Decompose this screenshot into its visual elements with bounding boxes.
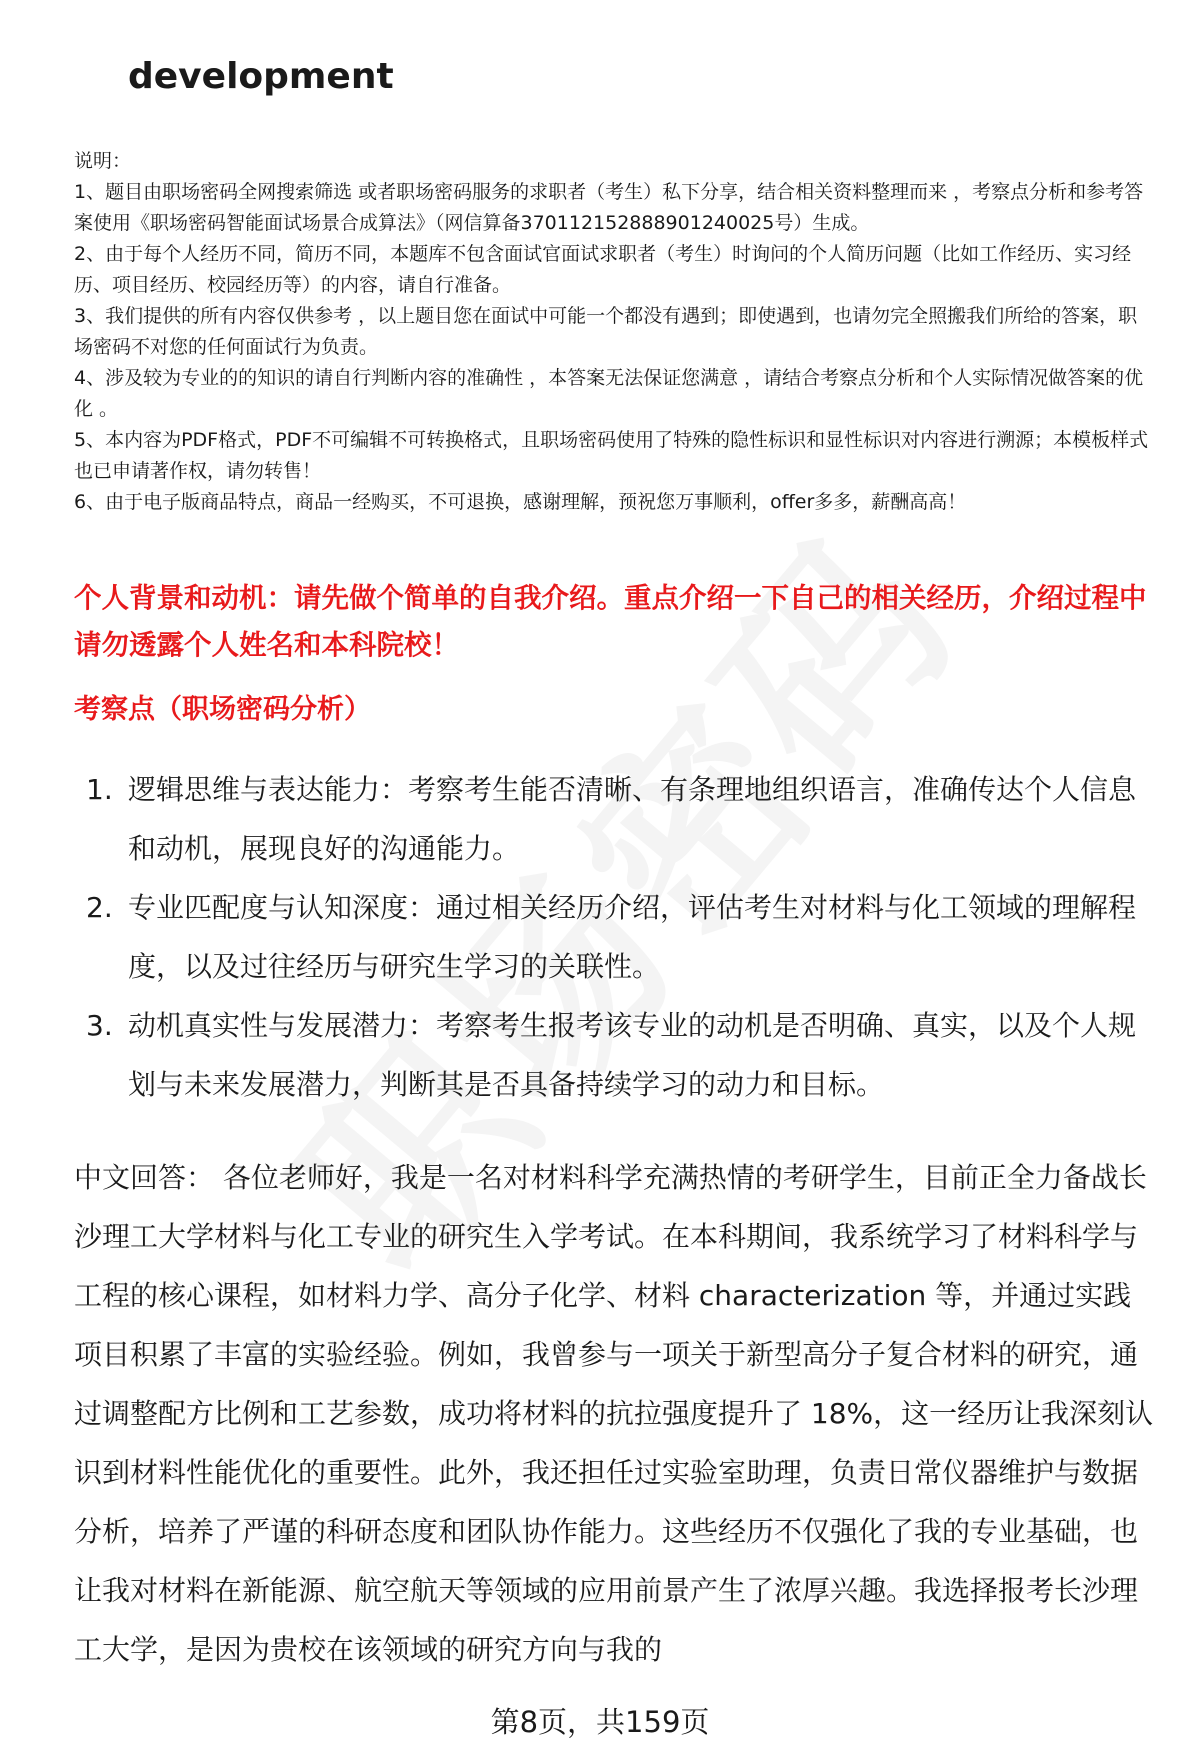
point-text: 动机真实性与发展潜力：考察考生报考该专业的动机是否明确、真实，以及个人规划与未来发展潜力，判断其是否具备持续学习的动力和目标。 (128, 1009, 1137, 1101)
answer-label: 中文回答： (74, 1161, 215, 1194)
page-title: development (128, 56, 394, 97)
analysis-point (74, 878, 1156, 996)
point-text: 逻辑思维与表达能力：考察考生能否清晰、有条理地组织语言，准确传达个人信息和动机，展现良好的沟通能力。 (128, 773, 1137, 865)
analysis-point (74, 760, 1156, 878)
note-item: 6、由于电子版商品特点，商品一经购买，不可退换，感谢理解，预祝您万事顺利，offer多多，薪酬高高！ (74, 491, 967, 513)
answer-text: 各位老师好，我是一名对材料科学充满热情的考研学生，目前正全力备战长沙理工大学材料与化工专业的研究生入学考试。在本科期间，我系统学习了材料科学与工程的核心课程，如材料力学、高分子化学、材料 characterization 等，并通过实践项目积累了丰富的实验经验。例如，我曾参与一项关于新型高分子复合材料的研究，通过调整配方比例和工艺参数，成功将材料的抗拉强度提升了 18%，这一经历让我深刻认识到材料性能优化的重要性。此外，我还担任过实验室助理，负责日常仪器维护与数据分析，培养了严谨的科研态度和团队协作能力。这些经历不仅强化了我的专业基础，也让我对材料在新能源、航空航天等领域的应用前景产生了浓厚兴趣。我选择报考长沙理工大学，是因为贵校在该领域的研究方向与我的 (74, 1161, 1154, 1666)
note-item: 2、由于每个人经历不同，简历不同，本题库不包含面试官面试求职者（考生）时询问的个人简历问题（比如工作经历、实习经历、项目经历、校园经历等）的内容，请自行准备。 (74, 243, 1132, 296)
analysis-point (74, 996, 1156, 1114)
notes-title: 说明： (74, 150, 132, 172)
note-item: 1、题目由职场密码全网搜索筛选 或者职场密码服务的求职者（考生）私下分享，结合相关资料整理而来 ，考察点分析和参考答案使用《职场密码智能面试场景合成算法》（网信算备370112152888901240025号）生成。 (74, 181, 1144, 234)
note-item: 3、我们提供的所有内容仅供参考 ，以上题目您在面试中可能一个都没有遇到；即使遇到，也请勿完全照搬我们所给的答案，职场密码不对您的任何面试行为负责。 (74, 305, 1138, 358)
interview-question: 个人背景和动机：请先做个简单的自我介绍。重点介绍一下自己的相关经历，介绍过程中请勿透露个人姓名和本科院校！ (74, 582, 1147, 661)
analysis-points (74, 760, 1156, 1114)
notes-section (74, 146, 1156, 518)
page-number: 第8页，共159页 (490, 1705, 710, 1739)
analysis-heading: 考察点（职场密码分析） (74, 694, 371, 725)
point-text: 专业匹配度与认知深度：通过相关经历介绍，评估考生对材料与化工领域的理解程度，以及过往经历与研究生学习的关联性。 (128, 891, 1137, 983)
note-item: 4、涉及较为专业的的知识的请自行判断内容的准确性 ，本答案无法保证您满意 ，请结合考察点分析和个人实际情况做答案的优化 。 (74, 367, 1144, 420)
point-number: 2. (86, 891, 113, 924)
point-number: 3. (86, 1009, 113, 1042)
answer-paragraph (74, 1148, 1156, 1679)
note-item: 5、本内容为PDF格式，PDF不可编辑不可转换格式，且职场密码使用了特殊的隐性标识和显性标识对内容进行溯源；本模板样式也已申请著作权，请勿转售！ (74, 429, 1149, 482)
point-number: 1. (86, 773, 113, 806)
